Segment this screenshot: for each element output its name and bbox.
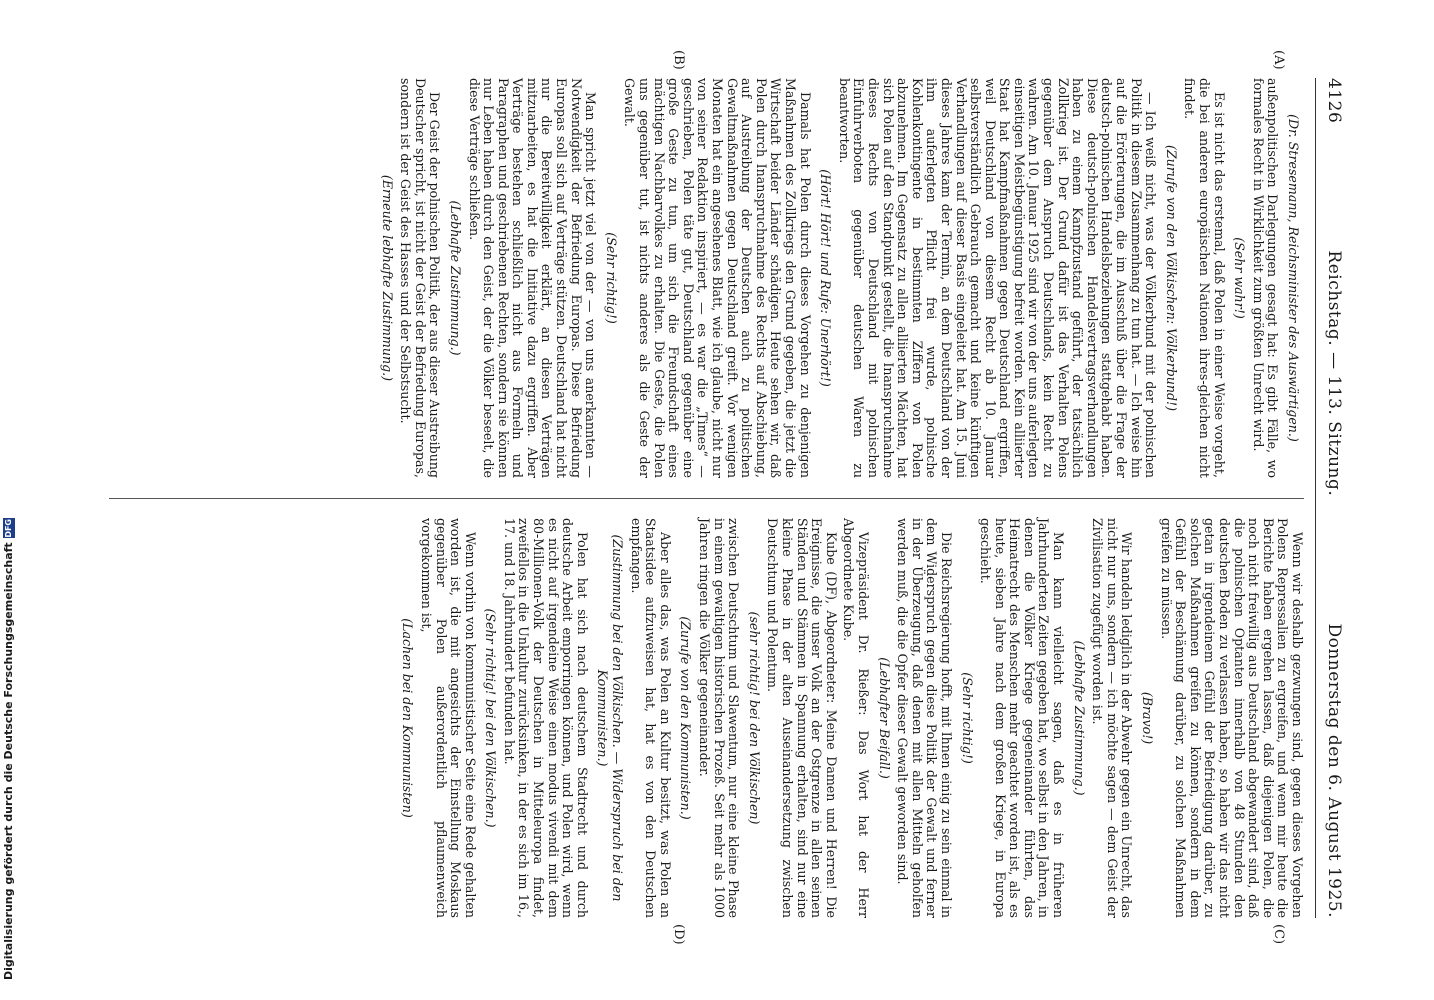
running-header xyxy=(1318,78,1344,918)
paragraph: — Ich weiß nicht, was der Völkerbund mit der polnischen Politik in diesem Zusammenhang zu tun hat. — Ich weise hin auf die Erörterungen, die im Ausschuß über die Frage der deutsch-polnischen Handelsbeziehungen stattgehabt haben. Diese deutsch-polnischen Handelsvertragsverhandlungen haben zu einem Kampfzustand geführt, der tatsächlich Zollkrieg ist. Der Grund dafür ist das Verhalten Polens gegenüber dem Anspruch Deutschlands, kein Recht zu wahren. Am 10. Januar 1925 sind wir von der uns auferlegten einseitigen Meistbegünstigung befreit worden. Kein alliierter Staat hat Kampfmaßnahmen gegen Deutschland ergriffen, weil Deutschland von diesem Recht ab 10. Januar selbstverständlich Gebrauch gemacht und keine künftigen Verhandlungen auf dieser Basis eingeleitet hat. Am 15. Juni dieses Jahres kam der Termin, an dem Deutschland von der ihm auferlegten Pflicht frei wurde, polnische Kohlenkontingente in bestimmten Ziffern von Polen abzunehmen. Im Gegensatz zu allen alliierten Mächten, hat sich Polen auf den Standpunkt gestellt, die Inanspruchnahme dieses Rechts von Deutschland mit polnischen Einfuhrverboten gegenüber deutschen Waren zu beantworten. xyxy=(836,78,1159,478)
margin-mark-c: (C) xyxy=(1271,924,1286,945)
column-divider xyxy=(109,498,1304,499)
interjection: (Sehr wahr!) xyxy=(1232,237,1248,319)
margin-mark-d: (D) xyxy=(671,924,686,945)
paragraph: Wir handeln lediglich in der Abwehr gegen ein Unrecht, das nicht nur uns, sondern — ich möchte sagen — dem Geist der Zivilisation zugefügt worden ist. xyxy=(1090,518,1135,918)
paragraph: Die Reichsregierung hofft, mit Ihnen einig zu sein einmal in dem Widerspruch gegen diese Politik der Gewalt und ferner in der Überzeugung, daß denen mit allen Mitteln geholfen werden muß, die die Opfer dieser Gewalt geworden sind. xyxy=(895,518,954,918)
paragraph: Wenn wir deshalb gezwungen sind, gegen dieses Vorgehen Polens Repressalien zu ergreifen, und wenn mir heute die Berichte haben ergehen lassen, daß diejenigen Polen, die noch nicht freiwillig aus Deutschland abgewandert sind, daß die polnischen Optanten innerhalb von 48 Stunden den deutschen Boden zu verlassen haben, so haben wir das nicht getan in irgendeinem Gefühl der Befriedigung darüber, zu solchen Maßnahmen greifen zu können, sondern in dem Gefühl der Beschämung darüber, zu solchen Maßnahmen greifen zu müssen. xyxy=(1158,518,1305,918)
paragraph: Polen hat sich nach deutschem Stadtrecht und durch deutsche Arbeit emporringen können, und Polen wird, wenn es nicht auf irgendeine Weise einen modus vivendi mit dem 80-Millionen-Volk der Deutschen in Mitteleuropa findet, zweifellos in die Unkultur zurücksinken, in der es sich im 16., 17. und 18. Jahrhundert befunden hat. xyxy=(501,518,590,918)
credit-text: Digitalisierung gefördert durch die Deutsche Forschungsgemeinschaft xyxy=(2,542,15,980)
paragraph: Damals hat Polen durch dieses Vorgehen zu denjenigen Maßnahmen des Zollkriegs den Grund gegeben, die jetzt die Wirtschaft beider Länder schädigen. Heute sehen wir, daß Polen durch Inanspruchnahme des Rechts auf Abschiebung, auf Austreibung der Deutschen auch zu politischen Gewaltmaßnahmen gegen Deutschland greift. Vor wenigen Monaten hat ein angesehenes Blatt, wie ich glaube, nicht nur von seiner Redaktion inspiriert, — es war die „Times“ — geschrieben, Polen täte gut, Deutschland gegenüber eine große Geste zu tun, um sich die Freundschaft eines mächtigen Nachbarvolkes zu erhalten. Die Geste, die Polen uns gegenüber tut, ist nichts anderes als die Geste der Gewalt. xyxy=(622,78,813,478)
margin-mark-b: (B) xyxy=(671,50,686,70)
document-page xyxy=(94,50,1344,945)
left-column xyxy=(373,78,1304,478)
interjection: (Zustimmung bei den Völkischen. — Widerspruch bei den Kommunisten.) xyxy=(595,534,626,902)
session-title: Reichstag. — 113. Sitzung. xyxy=(1324,250,1344,497)
margin-mark-a: (A) xyxy=(1271,50,1286,70)
session-date: Donnerstag den 6. August 1925. xyxy=(1324,623,1344,918)
paragraph: Aber alles das, was Polen an Kultur besitzt, was Polen an Staatsidee aufzuweisen hat, hat es von den Deutschen empfangen. xyxy=(628,518,673,918)
dfg-logo: DFG xyxy=(3,519,13,538)
paragraph: Man spricht jetzt viel von der — von uns anerkannten — Notwendigkeit der Befriedung Europas. Diese Befriedung Europas soll sich auf Verträge stützen. Deutschland hat nicht nur die Bereitwilligkeit erklärt, an diesen Verträgen mitzuarbeiten, es hat die Initiative dazu ergriffen. Aber Verträge bestehen schließlich nicht aus Formeln und Paragraphen und geschriebenen Rechten, sondern sie können nur Leben haben durch den Geist, der die Völker beseelt, die diese Verträge schließen. xyxy=(466,78,599,478)
page-number: 4126 xyxy=(1324,78,1344,124)
speaker-line: (Dr. Stresemann, Reichsminister des Auswärtigen.) xyxy=(1286,114,1301,442)
paragraph: Kube (DF), Abgeordneter: Meine Damen und Herren! Die Ereignisse, die unser Volk an der Ostgrenze in allen seinen Ständen und Stämmen in Spannung erhalten, sind nur eine kleine Phase in der alten Auseinandersetzung zwischen Deutschtum und Polentum. xyxy=(765,518,839,918)
paragraph: Der Geist der polnischen Politik, der aus dieser Austreibung Deutscher spricht, ist nicht der Geist der Befriedung Europas, sondern ist der Geist des Hasses und der Selbstsucht. xyxy=(398,78,443,478)
interjection: (Lachen bei den Kommunisten) xyxy=(400,618,416,818)
interjection: (Hört! Hört! und Rufe: Unerhört!) xyxy=(818,169,834,387)
interjection: (Sehr richtig!) xyxy=(603,232,619,324)
paragraph: Wenn vorhin von kommunistischer Seite eine Rede gehalten worden ist, die mit angesichts der Einstellung Moskaus gegenüber Polen außerordentlich pflaumenweich vorgekommen ist, xyxy=(418,518,478,918)
interjection: (Zurufe von den Völkischen: Völkerbund!) xyxy=(1163,144,1179,412)
paragraph: außenpolitischen Darlegungen gesagt hat: Es gibt Fälle, wo formales Recht in Wirklichkeit zum größten Unrecht wird. xyxy=(1250,78,1281,478)
header-rule xyxy=(1315,78,1316,918)
digitization-credit xyxy=(2,518,15,980)
interjection: (Lebhafte Zustimmung.) xyxy=(447,200,463,356)
paragraph: Man kann vielleicht sagen, daß es in früheren Jahrhunderten Zeiten gegeben hat, wo selbst in den Jahren, in denen die Völker Kriege gegeneinander führten, das Heimatrecht des Menschen mehr geachtet worden ist, als es heute, sieben Jahre nach dem großen Kriege, in Europa geschieht. xyxy=(978,518,1067,918)
paragraph: zwischen Deutschtum und Slawentum, nur eine kleine Phase in einem gewaltigen historischen Prozeß. Seit mehr als 1000 Jahren ringen die Völker gegeneinander. xyxy=(697,518,742,918)
interjection: (Zurufe von den Kommunisten.) xyxy=(678,616,694,820)
paragraph: Es ist nicht das erstemal, daß Polen in einer Weise vorgeht, die bei anderen europäischen Nationen ihres-gleichen nicht findet. xyxy=(1182,78,1227,478)
interjection: (Bravo!) xyxy=(1140,691,1156,745)
interjection: (Sehr richtig!) xyxy=(959,672,975,764)
right-column xyxy=(394,518,1304,918)
interjection: (Erneute lebhafte Zustimmung.) xyxy=(379,174,395,382)
interjection: (sehr richtig! bei den Völkischen) xyxy=(746,611,762,825)
interjection: (Lebhafte Zustimmung.) xyxy=(1071,640,1087,796)
paragraph: Vizepräsident Dr. Rießer: Das Wort hat der Herr Abgeordnete Kube. xyxy=(841,518,871,918)
interjection: (Lebhafter Beifall.) xyxy=(876,657,892,779)
interjection: (Sehr richtig! bei den Völkischen.) xyxy=(483,608,499,828)
